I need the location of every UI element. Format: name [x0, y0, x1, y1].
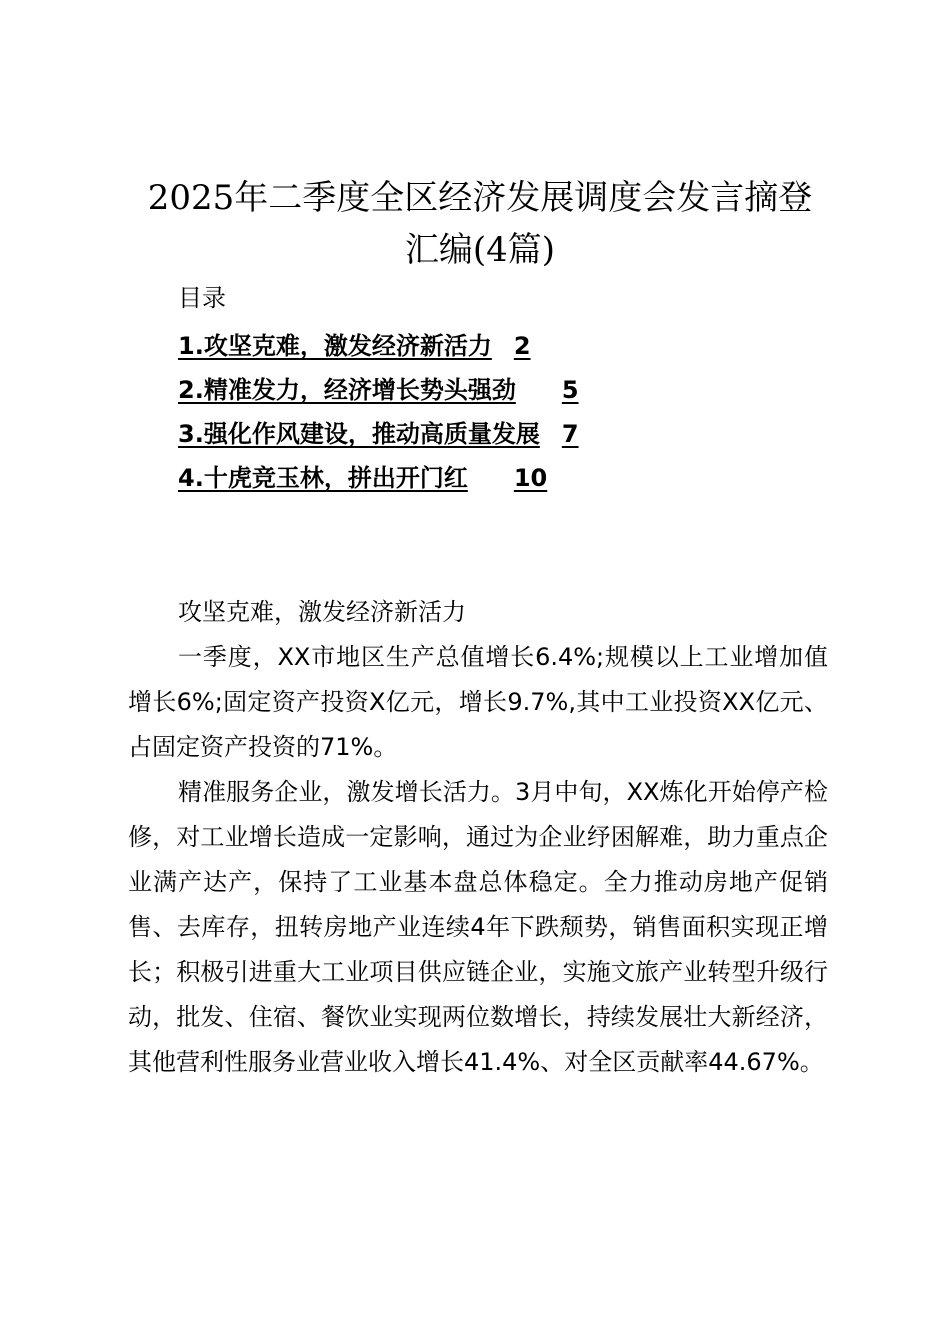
toc-item-label: 2.精准发力，经济增长势头强劲 [178, 376, 516, 404]
toc-item-page: 7 [561, 420, 579, 448]
body-paragraph-1: 一季度，XX市地区生产总值增长6.4%;规模以上工业增加值增长6%;固定资产投资X亿元，增长9.7%,其中工业投资XX亿元、占固定资产投资的71%。 [128, 643, 828, 761]
section-title: 攻坚克难，激发经济新活力 [178, 598, 466, 626]
toc-item-2[interactable] [178, 368, 778, 412]
toc-item-page: 2 [513, 332, 531, 360]
toc-item-label: 4.十虎竞玉林，拼出开门红 [178, 464, 468, 492]
toc-item-label: 3.强化作风建设，推动高质量发展 [178, 420, 540, 448]
table-of-contents [178, 324, 778, 500]
toc-item-1[interactable] [178, 324, 778, 368]
toc-item-label: 1.攻坚克难，激发经济新活力 [178, 332, 492, 360]
body-paragraph-2: 精准服务企业，激发增长活力。3月中旬，XX炼化开始停产检修，对工业增长造成一定影响，通过为企业纾困解难，助力重点企业满产达产，保持了工业基本盘总体稳定。全力推动房地产促销售、去库存，扭转房地产业连续4年下跌颓势，销售面积实现正增长；积极引进重大工业项目供应链企业，实施文旅产业转型升级行动，批发、住宿、餐饮业实现两位数增长，持续发展壮大新经济，其他营利性服务业营业收入增长41.4%、对全区贡献率44.67%。 [128, 778, 828, 1076]
document-title [120, 172, 840, 276]
toc-item-4[interactable] [178, 456, 778, 500]
toc-item-page: 10 [513, 464, 548, 492]
toc-item-3[interactable] [178, 412, 778, 456]
document-body [128, 590, 828, 1085]
document-title-line-2: 汇编(4篇) [404, 230, 556, 270]
document-title-line-1: 2025年二季度全区经济发展调度会发言摘登 [147, 178, 813, 218]
toc-heading: 目录 [178, 284, 226, 312]
toc-item-page: 5 [561, 376, 579, 404]
